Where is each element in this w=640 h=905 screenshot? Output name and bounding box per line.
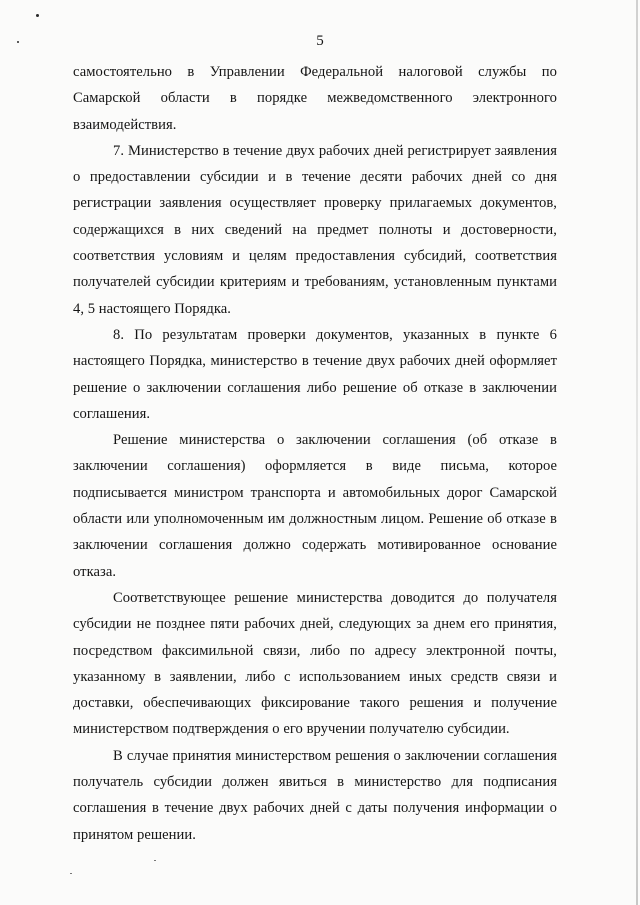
document-body [73, 59, 557, 848]
paragraph-decision-notice: Соответствующее решение министерства доводится до получателя субсидии не позднее пяти рабочих дней, следующих за днем его принятия, посредством факсимильной связи, либо по адресу электронной почты, указанному в заявлении, либо с использованием иных средств связи и доставки, обеспечивающих фиксирование такого решения и получение министерством подтверждения о его вручении получателю субсидии. [73, 589, 557, 738]
scan-dash [154, 860, 156, 861]
page-number: 5 [316, 33, 324, 49]
paragraph-item-8: 8. По результатам проверки документов, указанных в пункте 6 настоящего Порядка, министерство в течение двух рабочих дней оформляет решение о заключении соглашения либо решение об отказе в заключении соглашения. [73, 326, 557, 422]
scan-edge-shadow [636, 0, 638, 905]
paragraph-agreement-signing: В случае принятия министерством решения о заключении соглашения получатель субсидии должен явиться в министерство для подписания соглашения в течение двух рабочих дней с даты получения информации о принятом решении. [73, 747, 557, 843]
scan-dash [70, 873, 72, 874]
scan-speck [36, 14, 39, 17]
paragraph-decision-form: Решение министерства о заключении соглашения (об отказе в заключении соглашения) оформляется в виде письма, которое подписывается министром транспорта и автомобильных дорог Самарской области или уполномоченным им должностным лицом. Решение об отказе в заключении соглашения должно содержать мотивированное основание отказа. [73, 432, 557, 580]
paragraph-item-7: 7. Министерство в течение двух рабочих дней регистрирует заявления о предоставлении субсидии и в течение десяти рабочих дней со дня регистрации заявления осуществляет проверку прилагаемых документов, содержащихся в них сведений на предмет полноты и достоверности, соответствия условиям и целям предоставления субсидий, соответствия получателей субсидии критериям и требованиям, установленным пунктами 4, 5 настоящего Порядка. [73, 142, 557, 317]
paragraph-continuation: самостоятельно в Управлении Федеральной налоговой службы по Самарской области в порядке межведомственного электронного взаимодействия. [73, 64, 557, 133]
